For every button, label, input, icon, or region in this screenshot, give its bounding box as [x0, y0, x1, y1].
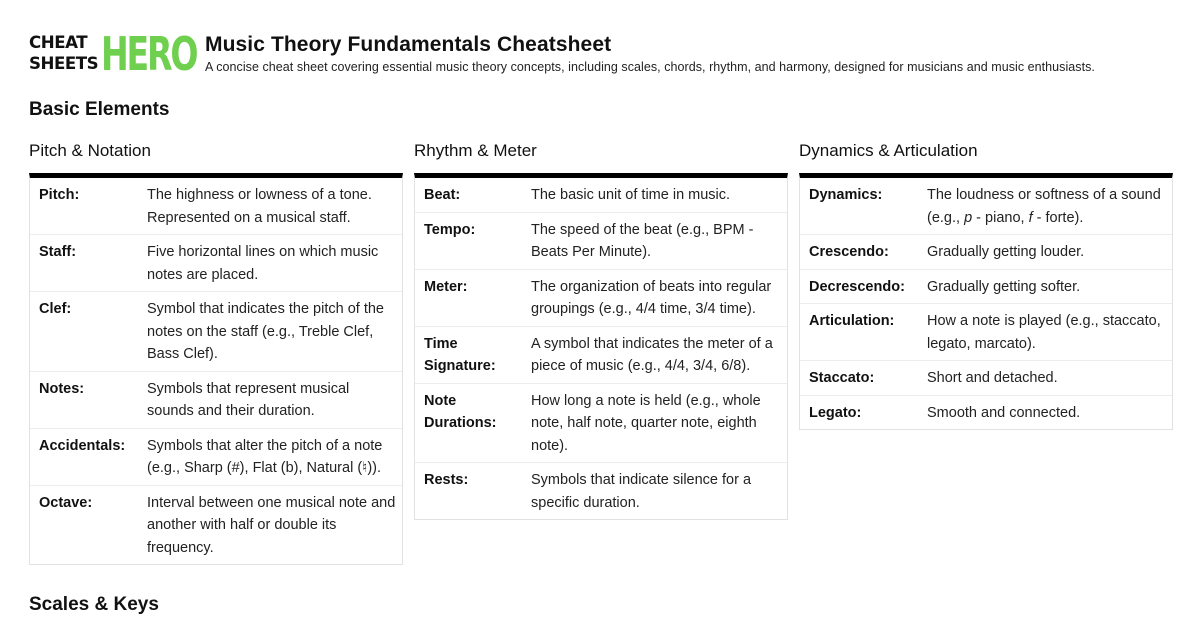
page-title: Music Theory Fundamentals Cheatsheet	[205, 33, 612, 56]
definition: Symbols that represent musical sounds and their duration.	[147, 380, 350, 419]
page-header	[29, 27, 1095, 81]
definition: The organization of beats into regular groupings (e.g., 4/4 time, 3/4 time).	[531, 278, 772, 317]
definition: Symbols that alter the pitch of a note (e.g., Sharp (#), Flat (b), Natural (♮)).	[147, 437, 383, 476]
table-row	[800, 270, 1172, 305]
table-row	[415, 327, 787, 384]
piano-symbol: p	[964, 209, 973, 226]
term: Tempo:	[424, 221, 476, 238]
table-row	[415, 178, 787, 213]
column-title: Rhythm & Meter	[414, 141, 537, 160]
definition: Smooth and connected.	[927, 404, 1081, 421]
definition: The speed of the beat (e.g., BPM - Beats Per Minute).	[531, 221, 754, 260]
table-row	[30, 292, 402, 372]
column-rhythm-meter	[414, 140, 788, 520]
logo-line2: SHEETS	[29, 54, 99, 74]
table-row	[30, 235, 402, 292]
table-row	[415, 213, 787, 270]
term: Meter:	[424, 278, 468, 295]
term: Clef:	[39, 301, 72, 317]
definition: The basic unit of time in music.	[531, 187, 731, 203]
definition: The loudness or softness of a sound (e.g., p - piano, f - forte).	[927, 187, 1161, 226]
table-row	[30, 486, 402, 565]
term: Accidentals:	[39, 437, 126, 454]
column-title: Dynamics & Articulation	[799, 141, 978, 160]
definition-table	[799, 173, 1173, 430]
column-pitch-notation	[29, 140, 403, 565]
logo-accent: HERO	[100, 27, 196, 81]
column-dynamics-articulation	[799, 140, 1173, 430]
definition: Gradually getting louder.	[927, 244, 1085, 260]
table-row	[415, 384, 787, 464]
logo-line1: CHEAT	[29, 33, 88, 53]
definition-table	[414, 173, 788, 520]
term: Legato:	[809, 404, 862, 421]
term: Octave:	[39, 494, 93, 511]
table-row	[30, 372, 402, 429]
table-row	[800, 396, 1172, 430]
section-title-basic-elements: Basic Elements	[29, 99, 170, 120]
term: Pitch:	[39, 187, 80, 203]
term: Staccato:	[809, 370, 875, 386]
definition: How long a note is held (e.g., whole note, half note, quarter note, eighth note).	[531, 392, 761, 454]
term: Time Signature:	[424, 335, 496, 374]
table-row	[415, 463, 787, 519]
table-row	[800, 178, 1172, 235]
term: Rests:	[424, 472, 469, 488]
definition: Gradually getting softer.	[927, 278, 1081, 295]
term: Dynamics:	[809, 187, 883, 203]
forte-symbol: f	[1028, 209, 1033, 226]
definition: How a note is played (e.g., staccato, legato, marcato).	[927, 313, 1161, 352]
definition: The highness or lowness of a tone. Represented on a musical staff.	[147, 187, 372, 226]
term: Staff:	[39, 244, 77, 260]
term: Decrescendo:	[809, 278, 905, 295]
cheatsheets-hero-logo[interactable]	[29, 27, 196, 81]
header-titles	[205, 31, 1095, 76]
term: Note Durations:	[424, 392, 497, 431]
definition: Interval between one musical note and another with half or double its frequency.	[147, 494, 396, 556]
table-row	[415, 270, 787, 327]
column-title: Pitch & Notation	[29, 141, 151, 160]
table-row	[30, 429, 402, 486]
table-row	[800, 235, 1172, 270]
definition: A symbol that indicates the meter of a piece of music (e.g., 4/4, 3/4, 6/8).	[531, 335, 773, 374]
definition: Symbol that indicates the pitch of the notes on the staff (e.g., Treble Clef, Bass Clef).	[147, 301, 384, 362]
definition-table	[29, 173, 403, 565]
definition: Five horizontal lines on which music notes are placed.	[147, 244, 379, 283]
definition: Symbols that indicate silence for a specific duration.	[531, 472, 752, 511]
table-row	[800, 304, 1172, 361]
page-subtitle: A concise cheat sheet covering essential music theory concepts, including scales, chords, rhythm, and harmony, designed for musicians and music enthusiasts.	[205, 60, 1095, 74]
term: Beat:	[424, 187, 461, 203]
section-title-scales-keys: Scales & Keys	[29, 594, 159, 615]
term: Notes:	[39, 380, 85, 397]
logo-wordmark	[29, 33, 98, 75]
term: Crescendo:	[809, 244, 889, 260]
table-row	[800, 361, 1172, 396]
term: Articulation:	[809, 313, 895, 329]
definition: Short and detached.	[927, 370, 1058, 386]
table-row	[30, 178, 402, 235]
